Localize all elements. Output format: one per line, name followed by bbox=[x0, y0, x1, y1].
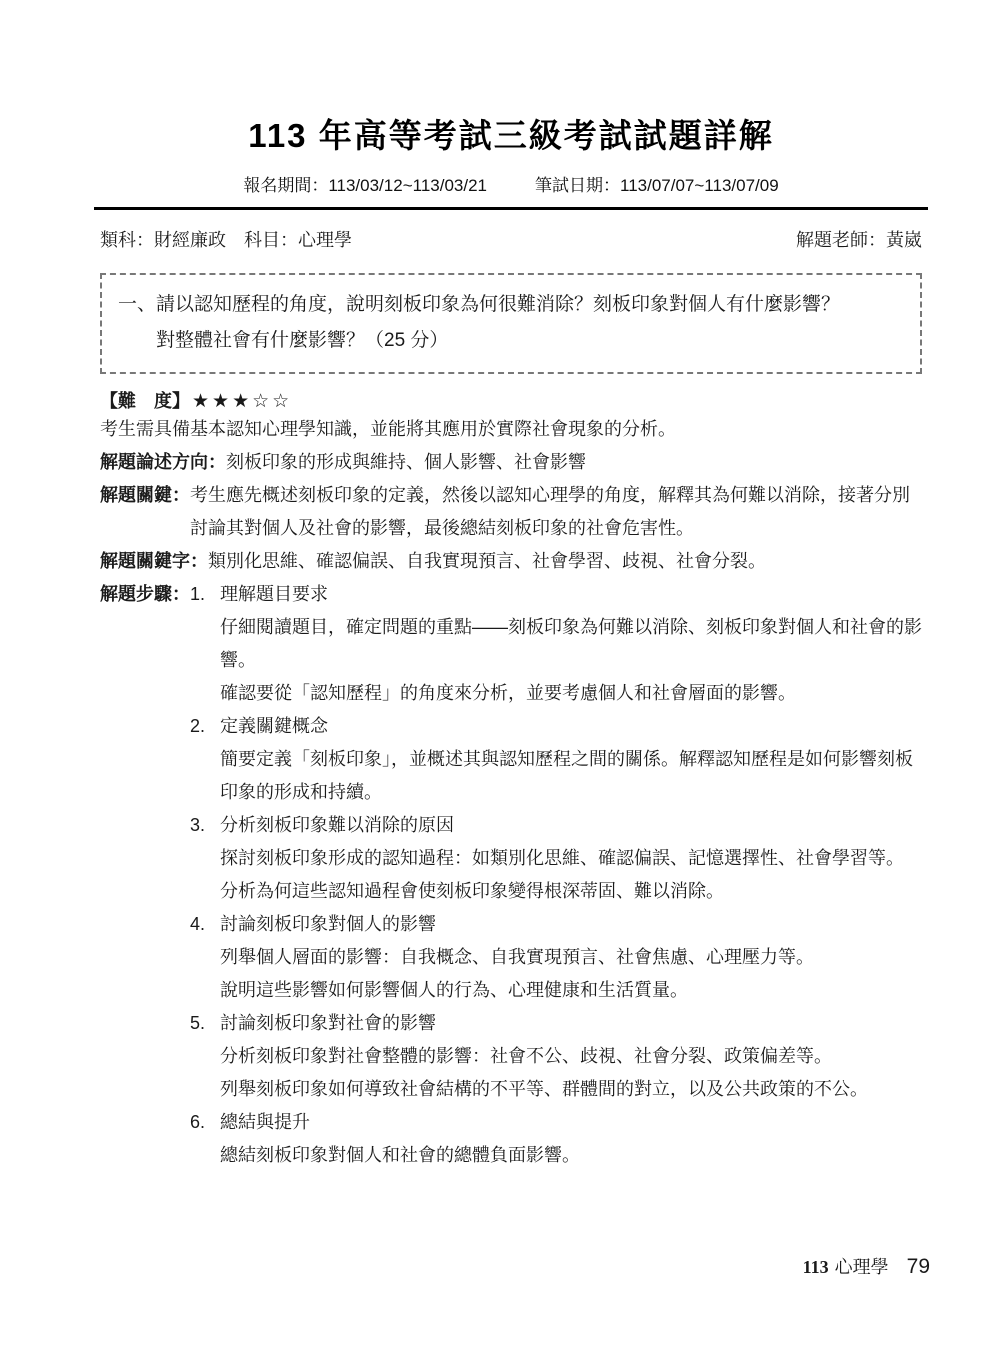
step-body-line: 說明這些影響如何影響個人的行為、心理健康和生活質量。 bbox=[220, 980, 688, 1000]
step-item-1 bbox=[190, 578, 922, 710]
keywords-row bbox=[100, 545, 922, 578]
key-label: 解題關鍵： bbox=[100, 485, 190, 505]
direction-label: 解題論述方向： bbox=[100, 452, 226, 472]
difficulty-stars: ★★★☆☆ bbox=[192, 391, 293, 412]
direction-row bbox=[100, 446, 922, 479]
key-text: 考生應先概述刻板印象的定義，然後以認知心理學的角度，解釋其為何難以消除，接著分別討論其對個人及社會的影響，最後總結刻板印象的社會危害性。 bbox=[190, 485, 910, 538]
step-body-line: 仔細閱讀題目，確定問題的重點——刻板印象為何難以消除、刻板印象對個人和社會的影響。 bbox=[220, 617, 922, 670]
step-title: 分析刻板印象難以消除的原因 bbox=[220, 815, 454, 835]
key-row bbox=[100, 479, 922, 545]
step-body-line: 列舉個人層面的影響：自我概念、自我實現預言、社會焦慮、心理壓力等。 bbox=[220, 947, 814, 967]
step-item-5 bbox=[190, 1007, 922, 1106]
footer-page-number: 79 bbox=[906, 1255, 930, 1278]
exam-date: 筆試日期：113/07/07~113/07/09 bbox=[535, 176, 779, 195]
footer-subject: 心理學 bbox=[834, 1257, 889, 1277]
meta-row bbox=[100, 226, 922, 252]
difficulty-label: 【難 度】 bbox=[100, 391, 190, 411]
steps-list bbox=[190, 578, 922, 1172]
step-title: 理解題目要求 bbox=[220, 584, 328, 604]
registration-period: 報名期間：113/03/12~113/03/21 bbox=[243, 176, 487, 195]
step-item-2 bbox=[190, 710, 922, 809]
header-dates bbox=[100, 171, 922, 196]
question-line-2: 對整體社會有什麼影響？（25 分） bbox=[156, 330, 449, 351]
step-number: 5. bbox=[190, 1013, 206, 1033]
step-body-line: 探討刻板印象形成的認知過程：如類別化思維、確認偏誤、記憶選擇性、社會學習等。 bbox=[220, 848, 904, 868]
step-body-line: 列舉刻板印象如何導致社會結構的不平等、群體間的對立，以及公共政策的不公。 bbox=[220, 1079, 868, 1099]
step-number: 6. bbox=[190, 1112, 206, 1132]
keywords-text: 類別化思維、確認偏誤、自我實現預言、社會學習、歧視、社會分裂。 bbox=[208, 551, 766, 571]
step-title: 討論刻板印象對個人的影響 bbox=[220, 914, 436, 934]
step-number: 2. bbox=[190, 716, 206, 736]
keywords-label: 解題關鍵字： bbox=[100, 551, 208, 571]
step-body-line: 總結刻板印象對個人和社會的總體負面影響。 bbox=[220, 1145, 580, 1165]
step-title: 討論刻板印象對社會的影響 bbox=[220, 1013, 436, 1033]
step-number: 3. bbox=[190, 815, 206, 835]
difficulty-note: 考生需具備基本認知心理學知識，並能將其應用於實際社會現象的分析。 bbox=[100, 419, 676, 439]
page-title: 113 年高等考試三級考試試題詳解 bbox=[248, 117, 774, 154]
footer-volume: 113 bbox=[802, 1257, 829, 1277]
direction-text: 刻板印象的形成與維持、個人影響、社會影響 bbox=[226, 452, 586, 472]
step-item-4 bbox=[190, 908, 922, 1007]
header-rule bbox=[94, 207, 928, 210]
step-body-line: 分析刻板印象對社會整體的影響：社會不公、歧視、社會分裂、政策偏差等。 bbox=[220, 1046, 832, 1066]
step-item-6 bbox=[190, 1106, 922, 1172]
step-number: 4. bbox=[190, 914, 206, 934]
step-body-line: 簡要定義「刻板印象」，並概述其與認知歷程之間的關係。解釋認知歷程是如何影響刻板印象的形成和持續。 bbox=[220, 749, 913, 802]
step-body-line: 確認要從「認知歷程」的角度來分析，並要考慮個人和社會層面的影響。 bbox=[220, 683, 796, 703]
page-footer bbox=[803, 1253, 930, 1279]
category-subject: 類科：財經廉政 科目：心理學 bbox=[100, 230, 352, 250]
steps-section bbox=[100, 578, 922, 1172]
step-title: 定義關鍵概念 bbox=[220, 716, 328, 736]
steps-label: 解題步驟： bbox=[100, 584, 190, 604]
step-item-3 bbox=[190, 809, 922, 908]
step-body-line: 分析為何這些認知過程會使刻板印象變得根深蒂固、難以消除。 bbox=[220, 881, 724, 901]
question-box bbox=[100, 273, 922, 374]
difficulty-row bbox=[100, 387, 922, 413]
step-number: 1. bbox=[190, 584, 206, 604]
step-title: 總結與提升 bbox=[220, 1112, 310, 1132]
solver-teacher: 解題老師：黃崴 bbox=[796, 230, 922, 250]
question-line-1: 一、請以認知歷程的角度，說明刻板印象為何很難消除？刻板印象對個人有什麼影響？ bbox=[118, 294, 841, 315]
